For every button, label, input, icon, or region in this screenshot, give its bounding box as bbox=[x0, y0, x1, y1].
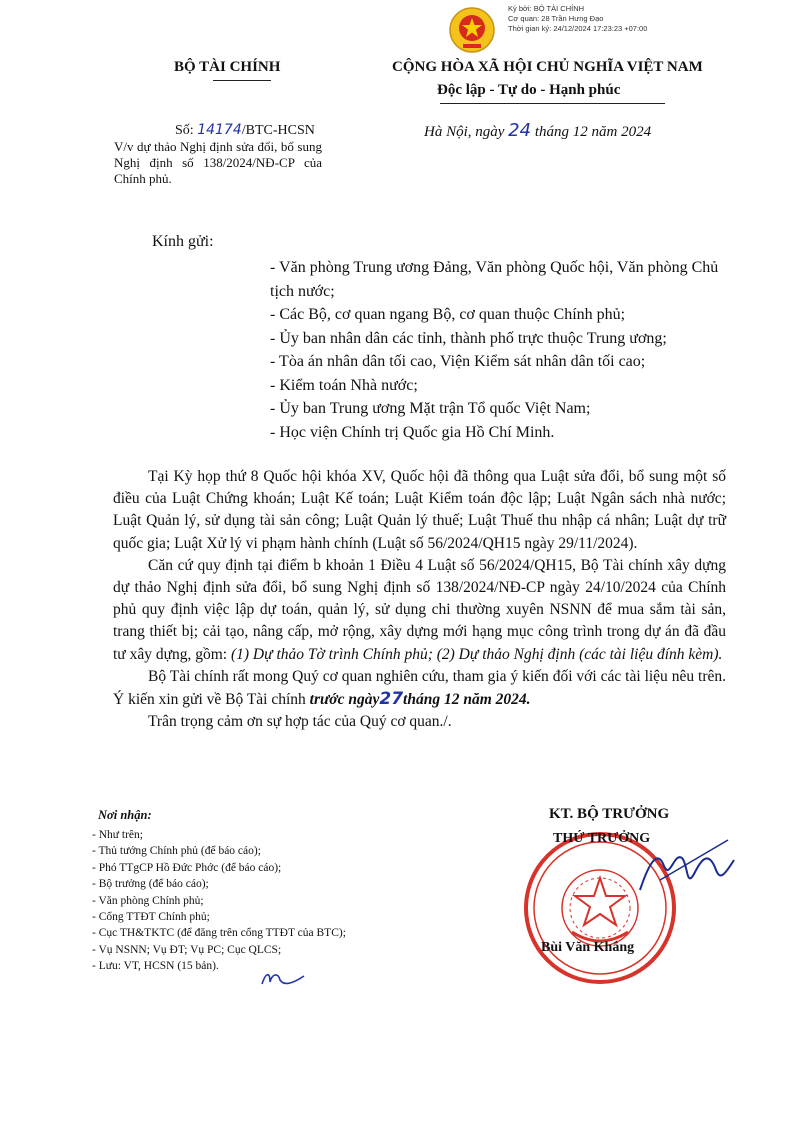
notice-item: - Lưu: VT, HCSN (15 bản). bbox=[92, 960, 219, 973]
document-number-suffix: /BTC-HCSN bbox=[241, 123, 315, 138]
recipients-label: Kính gửi: bbox=[152, 233, 214, 250]
motto-underline bbox=[440, 103, 665, 104]
recipient-item: - Ủy ban nhân dân các tỉnh, thành phố trực thuộc Trung ương; bbox=[270, 329, 667, 347]
notice-item: - Bộ trưởng (để báo cáo); bbox=[92, 878, 209, 891]
place-date-prefix: Hà Nội, ngày bbox=[424, 124, 509, 140]
signer-name: Bùi Văn Khắng bbox=[541, 940, 635, 955]
notice-item: - Thủ tướng Chính phủ (để báo cáo); bbox=[92, 845, 261, 858]
recipients-list bbox=[270, 256, 730, 444]
deadline-suffix: tháng 12 năm 2024. bbox=[403, 691, 531, 709]
signing-time-text: Thời gian ký: 24/12/2024 17:23:23 +07:00 bbox=[508, 24, 648, 33]
handwritten-signature bbox=[620, 830, 740, 910]
place-date bbox=[424, 120, 651, 141]
issuing-agency: BỘ TÀI CHÍNH bbox=[174, 59, 281, 75]
agency-underline bbox=[213, 80, 271, 81]
attachments-text: (1) Dự thảo Tờ trình Chính phủ; (2) Dự thảo Nghị định (các tài liệu đính kèm). bbox=[230, 645, 723, 663]
signer-agency-text: Cơ quan: 28 Trần Hưng Đạo bbox=[508, 14, 604, 23]
document-number-handwritten: 14174 bbox=[197, 122, 242, 138]
signed-by-text: Ký bởi: BỘ TÀI CHÍNH bbox=[508, 4, 585, 13]
recipient-item: - Văn phòng Trung ương Đảng, Văn phòng Quốc hội, Văn phòng Chủ tịch nước; bbox=[270, 259, 719, 300]
national-motto: Độc lập - Tự do - Hạnh phúc bbox=[437, 82, 621, 98]
notice-list bbox=[92, 827, 346, 975]
national-emblem-icon bbox=[448, 6, 496, 54]
document-number bbox=[175, 122, 315, 139]
document-number-prefix: Số: bbox=[175, 123, 198, 138]
closing-line: Trân trọng cảm ơn sự hợp tác của Quý cơ quan./. bbox=[148, 713, 452, 731]
notice-item: - Cổng TTĐT Chính phủ; bbox=[92, 911, 210, 924]
notice-item: - Cục TH&TKTC (để đăng trên cổng TTĐT của BTC); bbox=[92, 927, 346, 940]
place-date-suffix: tháng 12 năm 2024 bbox=[531, 124, 652, 140]
recipient-item: - Các Bộ, cơ quan ngang Bộ, cơ quan thuộc Chính phủ; bbox=[270, 306, 626, 323]
recipient-item: - Ủy ban Trung ương Mặt trận Tổ quốc Việt Nam; bbox=[270, 400, 591, 417]
body-paragraph bbox=[113, 555, 726, 666]
document-subject: V/v dự thảo Nghị định sửa đổi, bổ sung Nghị định số 138/2024/NĐ-CP của Chính phủ. bbox=[114, 139, 322, 186]
signature-subtitle: THỨ TRƯỞNG bbox=[553, 831, 651, 846]
body-paragraph: Tại Kỳ họp thứ 8 Quốc hội khóa XV, Quốc hội đã thông qua Luật sửa đổi, bổ sung một số điều của Luật Chứng khoán; Luật Kế toán; Luật Kiểm toán độc lập; Luật Ngân sách nhà nước; Luật Quản lý, sử dụng tài sản công; Luật Quản lý thuế; Luật Thuế thu nhập cá nhân; Luật dự trữ quốc gia; Luật Xử lý vi phạm hành chính (Luật số 56/2024/QH15 ngày 29/11/2024). bbox=[113, 468, 726, 552]
day-handwritten: 24 bbox=[508, 120, 532, 141]
deadline-prefix: trước ngày bbox=[309, 691, 380, 709]
notice-item: - Văn phòng Chính phủ; bbox=[92, 894, 204, 907]
body-paragraph-text: Bộ Tài chính rất mong Quý cơ quan nghiên cứu, tham gia ý kiến đối với các tài liệu nêu trên. Ý kiến xin gửi về Bộ Tài chính bbox=[113, 667, 726, 709]
recipient-item: - Học viện Chính trị Quốc gia Hồ Chí Minh. bbox=[270, 423, 555, 441]
body-paragraph-text: Căn cứ quy định tại điểm b khoản 1 Điều 4 Luật số 56/2024/QH15, Bộ Tài chính xây dựng dự thảo Nghị định sửa đổi, bổ sung Nghị định số 138/2024/NĐ-CP ngày 24/10/2024 của Chính phủ quy định việc lập dự toán, quản lý, sử dụng chi thường xuyên NSNN để mua sắm tài sản, trang thiết bị; cải tạo, nâng cấp, mở rộng, xây dựng mới hạng mục công trình trong dự án đã đầu tư xây dựng, gồm: bbox=[113, 556, 726, 663]
notice-item: - Như trên; bbox=[92, 829, 143, 841]
recipient-item: - Kiểm toán Nhà nước; bbox=[270, 376, 418, 394]
body-paragraph bbox=[113, 666, 726, 711]
digital-signature-stamp bbox=[448, 4, 698, 44]
handwritten-initial-mark bbox=[258, 966, 308, 990]
notice-item: - Vụ NSNN; Vụ ĐT; Vụ PC; Cục QLCS; bbox=[92, 943, 282, 956]
deadline-day-handwritten: 27 bbox=[379, 689, 404, 710]
notice-item: - Phó TTgCP Hồ Đức Phớc (để báo cáo); bbox=[92, 861, 282, 874]
letter-body bbox=[113, 466, 726, 733]
national-title: CỘNG HÒA XÃ HỘI CHỦ NGHĨA VIỆT NAM bbox=[392, 59, 703, 75]
recipient-item: - Tòa án nhân dân tối cao, Viện Kiểm sát nhân dân tối cao; bbox=[270, 353, 646, 370]
notice-title: Nơi nhận: bbox=[98, 808, 152, 822]
signature-title: KT. BỘ TRƯỞNG bbox=[549, 806, 670, 822]
